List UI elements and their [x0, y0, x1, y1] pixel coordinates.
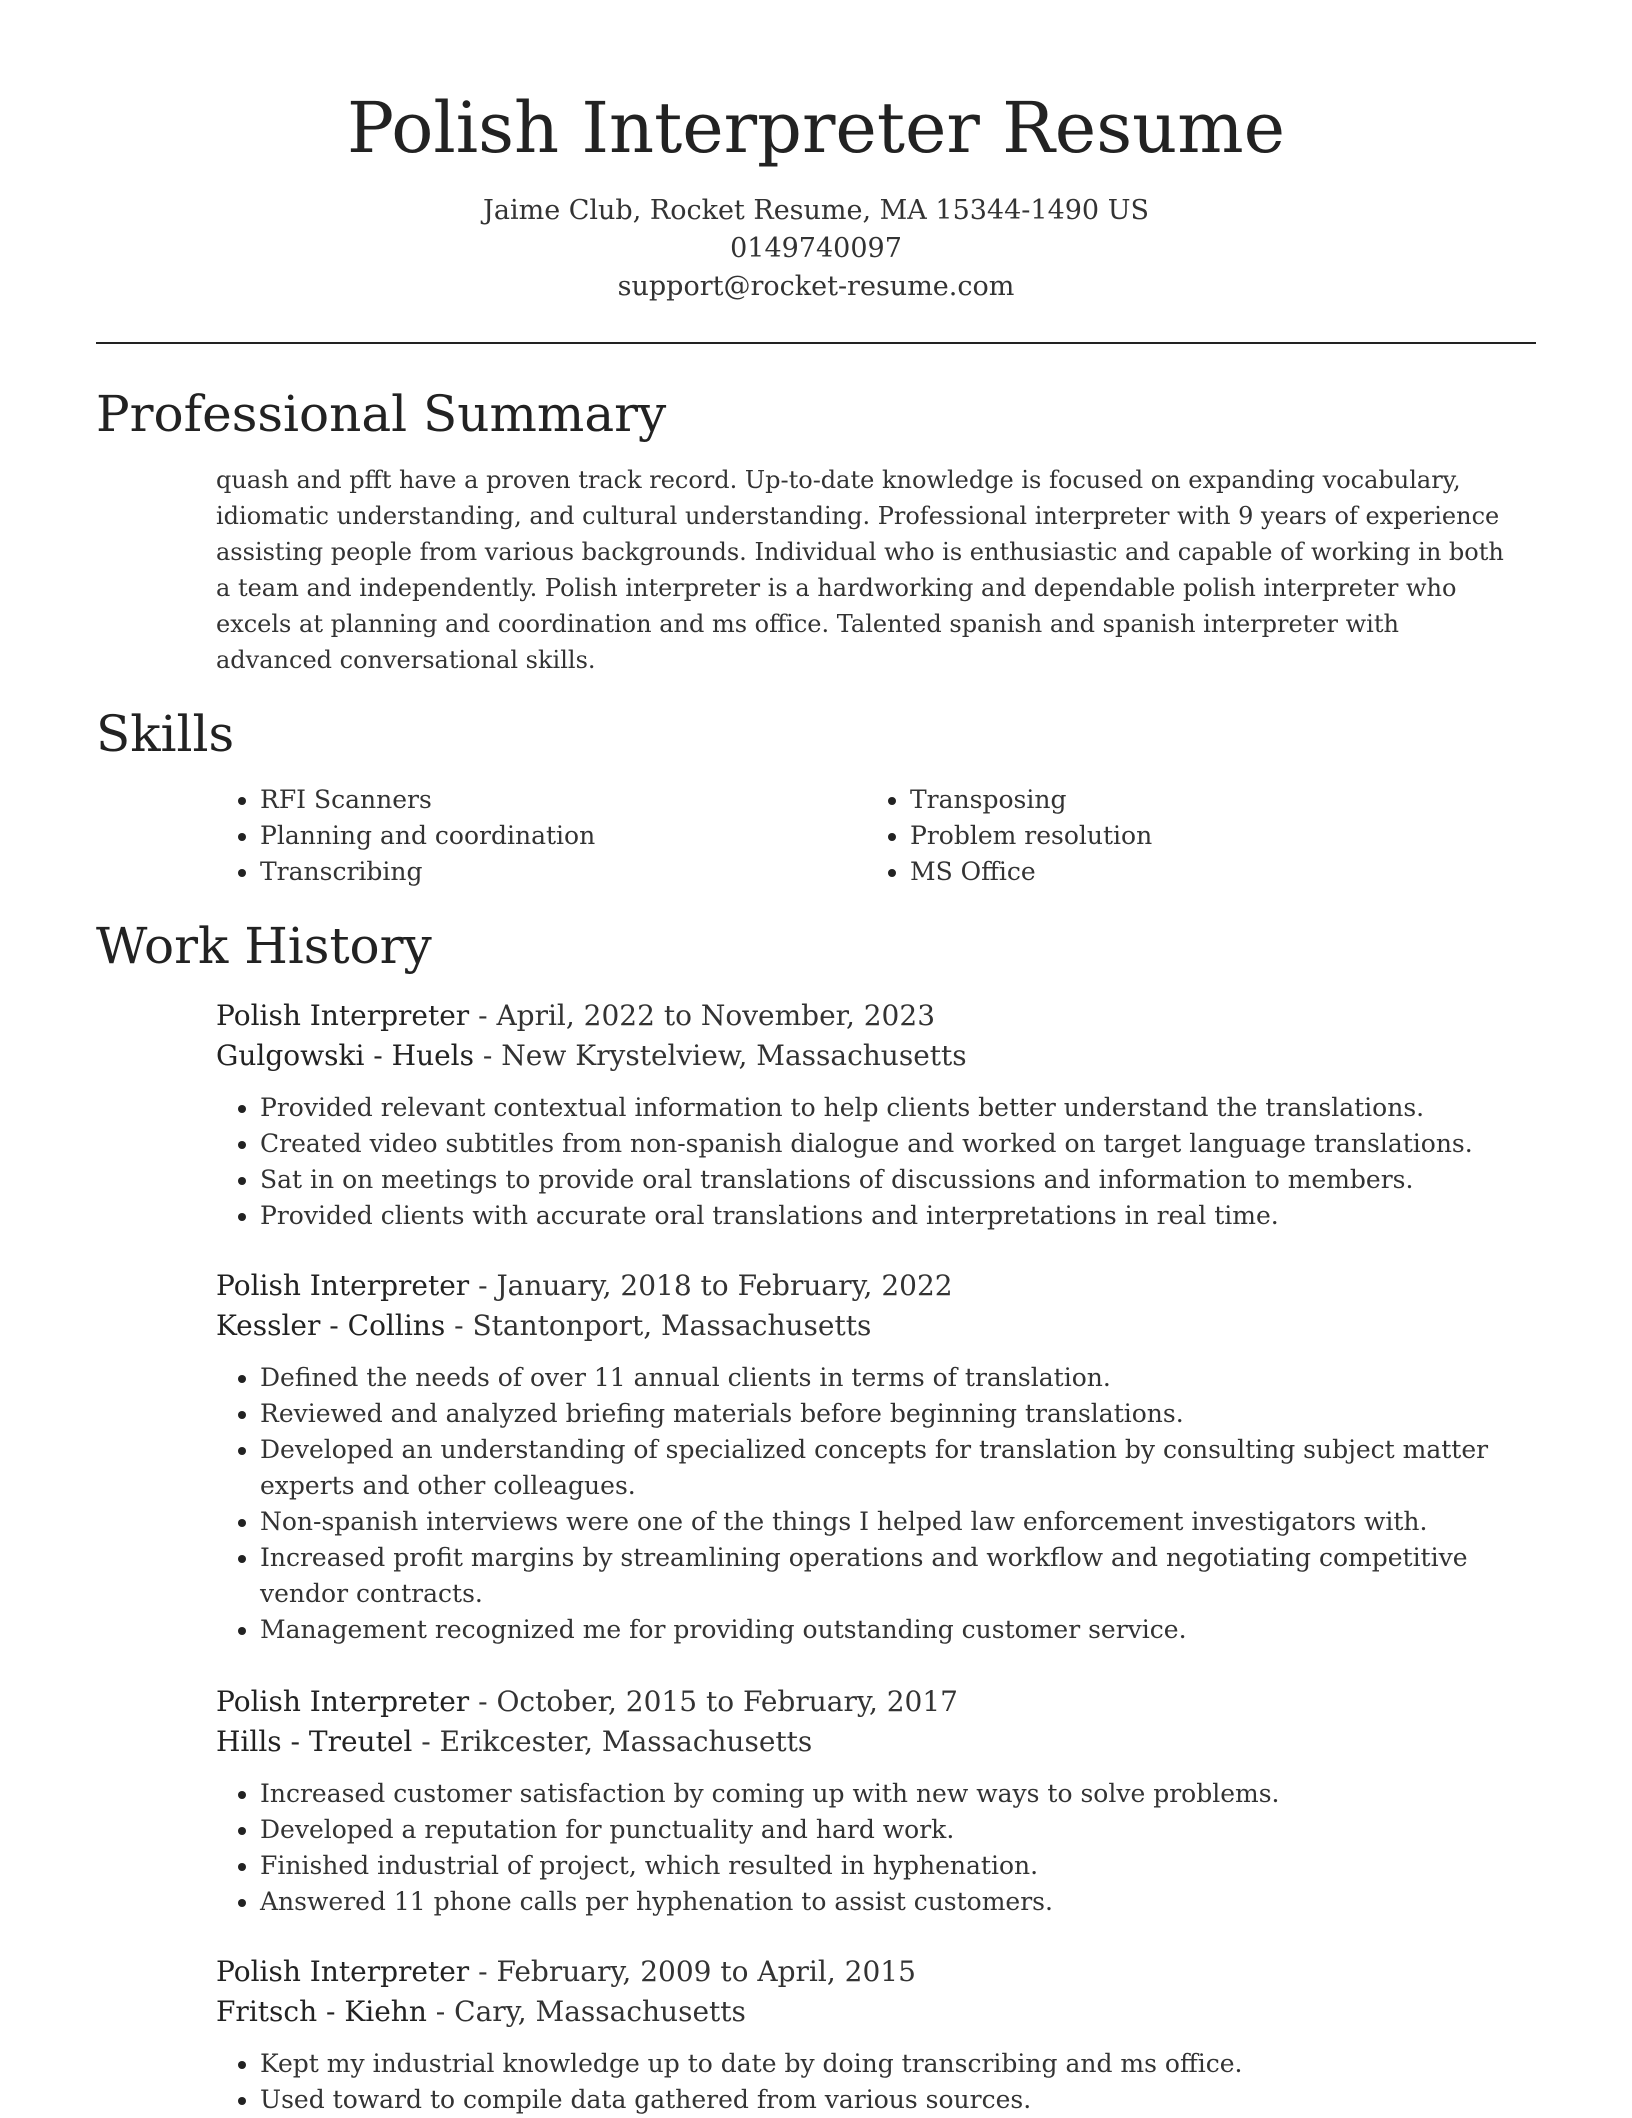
skills-list [216, 782, 1516, 890]
skill-item: • Planning and coordination [260, 818, 866, 854]
job-bullet: • Sat in on meetings to provide oral translations of discussions and information to members. [260, 1162, 1516, 1198]
job-title-line [216, 1266, 1516, 1306]
job-bullet: • Developed a reputation for punctuality and hard work. [260, 1812, 1516, 1848]
job-title-line [216, 1682, 1516, 1722]
summary-text: quash and pfft have a proven track record. Up-to-date knowledge is focused on expanding vocabulary, idiomatic understanding, and cultural understanding. Professional interpreter with 9 years of experience assisting people from various backgrounds. Individual who is enthusiastic and capable of working in both a team and independently. Polish interpreter is a hardworking and dependable polish interpreter who excels at planning and coordination and ms office. Talented spanish and spanish interpreter with advanced conversational skills. [216, 466, 1504, 674]
contact-phone: 0149740097 [730, 233, 902, 264]
job-title-line [216, 1952, 1516, 1992]
job-bullet: • Defined the needs of over 11 annual clients in terms of translation. [260, 1360, 1516, 1396]
job-company-line [216, 1306, 1516, 1346]
job-bullet: • Developed an understanding of specialized concepts for translation by consulting subject matter experts and other colleagues. [260, 1432, 1516, 1504]
job-location: Cary, Massachusetts [454, 1995, 746, 2028]
contact-address: Jaime Club, Rocket Resume, MA 15344-1490 US [483, 195, 1149, 226]
job-title: Polish Interpreter [216, 1685, 470, 1718]
separator: - [469, 1955, 497, 1988]
job-company: Hills - Treutel [216, 1725, 413, 1758]
separator: - [426, 1995, 455, 2028]
job-company: Fritsch - Kiehn [216, 1995, 427, 2028]
job-location: Erikcester, Massachusetts [439, 1725, 813, 1758]
job-bullets [216, 1360, 1516, 1648]
job-title-line [216, 996, 1516, 1036]
job-company: Gulgowski - Huels [216, 1039, 475, 1072]
skill-item: • Problem resolution [910, 818, 1516, 854]
job-entry [216, 1682, 1516, 1920]
job-bullet: • Reviewed and analyzed briefing materials before beginning translations. [260, 1396, 1516, 1432]
job-entry [216, 1952, 1516, 2118]
job-bullet: • Used toward to compile data gathered from various sources. [260, 2082, 1516, 2118]
job-company-line [216, 1722, 1516, 1762]
separator: - [445, 1309, 473, 1342]
job-company-line [216, 1992, 1516, 2032]
separator: - [469, 999, 497, 1032]
separator: - [474, 1039, 502, 1072]
job-title: Polish Interpreter [216, 1955, 470, 1988]
skill-item: • Transposing [910, 782, 1516, 818]
summary-heading: Professional Summary [96, 385, 667, 443]
job-location: Stantonport, Massachusetts [472, 1309, 872, 1342]
resume-title: Polish Interpreter Resume [346, 87, 1286, 169]
separator: - [469, 1269, 497, 1302]
job-bullet: • Created video subtitles from non-spanish dialogue and worked on target language translations. [260, 1126, 1516, 1162]
job-dates: February, 2009 to April, 2015 [496, 1955, 916, 1988]
skills-column-left [216, 782, 866, 890]
job-bullets [216, 2046, 1516, 2118]
job-bullet: • Kept my industrial knowledge up to date by doing transcribing and ms office. [260, 2046, 1516, 2082]
job-bullet: • Management recognized me for providing outstanding customer service. [260, 1612, 1516, 1648]
separator: - [469, 1685, 497, 1718]
contact-email: support@rocket-resume.com [617, 271, 1015, 302]
job-location: New Krystelview, Massachusetts [501, 1039, 967, 1072]
job-bullet: • Increased customer satisfaction by coming up with new ways to solve problems. [260, 1776, 1516, 1812]
job-bullet: • Increased profit margins by streamlining operations and workflow and negotiating competitive vendor contracts. [260, 1540, 1516, 1612]
job-entry [216, 996, 1516, 1234]
job-dates: January, 2018 to February, 2022 [496, 1269, 953, 1302]
skills-heading: Skills [96, 705, 235, 763]
job-bullet: • Non-spanish interviews were one of the things I helped law enforcement investigators with. [260, 1504, 1516, 1540]
skill-item: • RFI Scanners [260, 782, 866, 818]
job-bullet: • Answered 11 phone calls per hyphenation to assist customers. [260, 1884, 1516, 1920]
job-bullets [216, 1776, 1516, 1920]
skill-item: • Transcribing [260, 854, 866, 890]
job-entry [216, 1266, 1516, 1648]
header-divider [96, 342, 1536, 344]
job-bullet: • Finished industrial of project, which resulted in hyphenation. [260, 1848, 1516, 1884]
job-company-line [216, 1036, 1516, 1076]
job-bullet: • Provided clients with accurate oral translations and interpretations in real time. [260, 1198, 1516, 1234]
job-title: Polish Interpreter [216, 1269, 470, 1302]
work-history-heading: Work History [96, 917, 432, 975]
job-company: Kessler - Collins [216, 1309, 446, 1342]
contact-block [0, 192, 1632, 306]
job-title: Polish Interpreter [216, 999, 470, 1032]
job-bullet: • Provided relevant contextual information to help clients better understand the translations. [260, 1090, 1516, 1126]
job-dates: October, 2015 to February, 2017 [496, 1685, 958, 1718]
separator: - [412, 1725, 440, 1758]
skills-column-right [866, 782, 1516, 890]
job-bullets [216, 1090, 1516, 1234]
skill-item: • MS Office [910, 854, 1516, 890]
job-dates: April, 2022 to November, 2023 [496, 999, 936, 1032]
